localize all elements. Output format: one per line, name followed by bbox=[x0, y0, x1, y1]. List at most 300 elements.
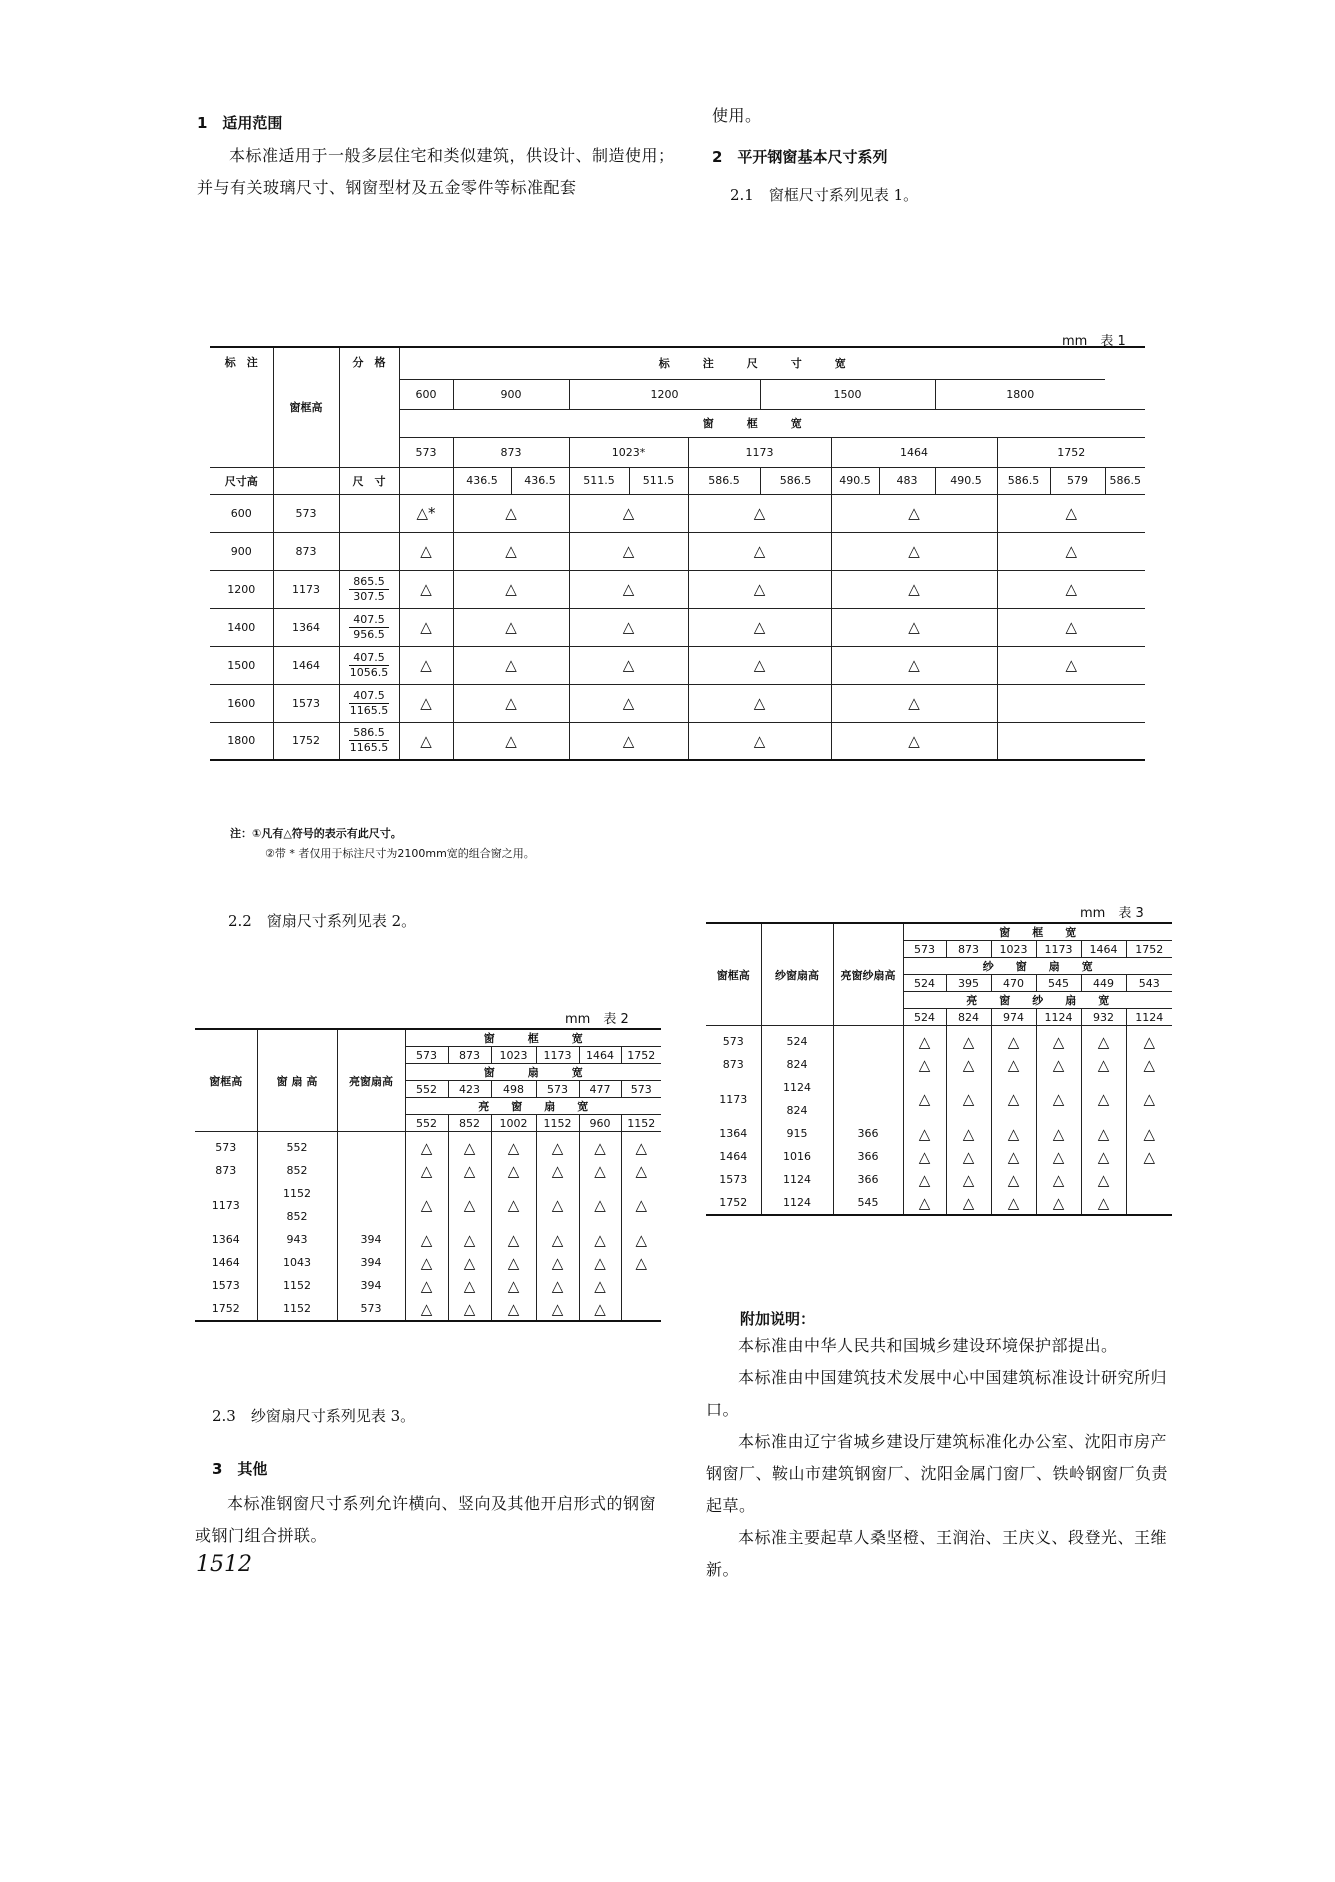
t1-division-bottom: 956.5 bbox=[353, 627, 385, 641]
t1-division-fraction bbox=[349, 613, 389, 642]
t1-division-width: 490.5 bbox=[935, 467, 997, 494]
t3-availability-mark bbox=[1126, 1191, 1172, 1215]
t3-head-frame-width: 窗 框 宽 bbox=[903, 923, 1172, 941]
t1-availability-mark: △ bbox=[688, 646, 831, 684]
t2-head-fw-value: 1752 bbox=[621, 1047, 661, 1064]
t1-availability-mark: △ bbox=[831, 570, 997, 608]
t3-row-sash-height-value: 824 bbox=[786, 1104, 808, 1117]
t3-availability-mark: △ bbox=[991, 1076, 1036, 1122]
t3-row-sash-height-value: 824 bbox=[786, 1058, 808, 1071]
t3-availability-mark: △ bbox=[1126, 1053, 1172, 1076]
addendum-paragraph-4: 本标准主要起草人桑坚橙、王润治、王庆义、段登光、王维新。 bbox=[706, 1528, 1168, 1579]
t3-head-fw-value: 1173 bbox=[1036, 941, 1081, 958]
t3-head-fw-value: 1464 bbox=[1081, 941, 1126, 958]
t2-availability-mark: △ bbox=[448, 1132, 491, 1160]
t1-availability-mark: △ bbox=[453, 532, 569, 570]
t1-availability-mark: △ bbox=[997, 646, 1145, 684]
t1-availability-mark: △ bbox=[997, 494, 1145, 532]
t2-row-sash-height-value: 1152 bbox=[283, 1187, 311, 1200]
section-1-continuation: 使用。 bbox=[712, 106, 762, 125]
t2-availability-mark: △ bbox=[405, 1228, 448, 1251]
t2-head-tw-value: 552 bbox=[405, 1115, 448, 1132]
t3-availability-mark: △ bbox=[1081, 1076, 1126, 1122]
t2-row-sash-height bbox=[257, 1228, 337, 1251]
t3-availability-mark: △ bbox=[1126, 1145, 1172, 1168]
t3-row-frame-height: 1364 bbox=[719, 1127, 748, 1140]
t3-availability-mark: △ bbox=[903, 1122, 946, 1145]
t1-head-frame-height: 窗框高 bbox=[273, 347, 339, 467]
t1-division-fraction bbox=[349, 575, 389, 604]
t2-row-sash-height bbox=[257, 1297, 337, 1321]
t1-division-width: 436.5 bbox=[511, 467, 569, 494]
t2-head-sash-width: 窗 扇 宽 bbox=[405, 1064, 661, 1081]
t3-availability-mark: △ bbox=[1126, 1122, 1172, 1145]
t1-head-nominal-width: 标 注 尺 寸 宽 bbox=[399, 347, 1105, 379]
t1-division-bottom: 1165.5 bbox=[349, 741, 389, 755]
t3-row-frame-height: 1464 bbox=[719, 1150, 748, 1163]
t1-row-frame-height: 573 bbox=[273, 494, 339, 532]
t2-availability-mark: △ bbox=[621, 1251, 661, 1274]
t2-availability-mark: △ bbox=[405, 1274, 448, 1297]
t2-availability-mark: △ bbox=[621, 1228, 661, 1251]
t1-availability-mark: △ bbox=[569, 494, 688, 532]
t2-availability-mark: △ bbox=[579, 1251, 621, 1274]
t2-row-sash-height bbox=[257, 1182, 337, 1228]
t2-row-sash-height bbox=[257, 1132, 337, 1160]
t1-nominal-width-1500: 1500 bbox=[760, 379, 935, 409]
t3-availability-mark: △ bbox=[1036, 1145, 1081, 1168]
t3-row-transom-height: 366 bbox=[833, 1122, 903, 1145]
t3-head-fw-value: 573 bbox=[903, 941, 946, 958]
t2-head-sw-value: 573 bbox=[621, 1081, 661, 1098]
addendum-paragraph-3: 本标准由辽宁省城乡建设厅建筑标准化办公室、沈阳市房产钢窗厂、鞍山市建筑钢窗厂、沈阳金属门窗厂、铁岭钢窗厂负责起草。 bbox=[706, 1432, 1169, 1515]
t3-head-frame-height: 窗框高 bbox=[716, 968, 750, 982]
t3-row-transom-height: 366 bbox=[833, 1168, 903, 1191]
t2-availability-mark: △ bbox=[536, 1228, 579, 1251]
t1-row-division bbox=[339, 608, 399, 646]
t1-availability-mark: △ bbox=[399, 684, 453, 722]
t1-availability-mark: △ bbox=[569, 570, 688, 608]
t1-availability-mark: △ bbox=[688, 494, 831, 532]
t2-availability-mark: △ bbox=[491, 1297, 536, 1321]
t1-row-nominal-height: 1800 bbox=[227, 734, 256, 748]
t2-availability-mark: △ bbox=[579, 1228, 621, 1251]
table3-unit-label: mm 表 3 bbox=[1080, 906, 1144, 921]
t2-availability-mark: △ bbox=[448, 1274, 491, 1297]
t1-availability-mark: △ bbox=[688, 722, 831, 760]
t3-row-sash-height bbox=[761, 1122, 833, 1145]
t2-row-frame-height: 1573 bbox=[211, 1279, 240, 1292]
t1-division-fraction bbox=[349, 689, 389, 718]
t1-division-width: 511.5 bbox=[569, 467, 629, 494]
t1-availability-mark: △ bbox=[453, 646, 569, 684]
t1-division-width: 436.5 bbox=[453, 467, 511, 494]
t3-availability-mark: △ bbox=[903, 1026, 946, 1054]
t2-head-tw-value: 1152 bbox=[621, 1115, 661, 1132]
t3-head-tw-value: 1124 bbox=[1036, 1009, 1081, 1026]
t1-head-nominal: 标 注 bbox=[224, 356, 258, 369]
t1-availability-mark: △ bbox=[831, 608, 997, 646]
t1-frame-width-1173: 1173 bbox=[688, 437, 831, 467]
t2-row-sash-height-value: 852 bbox=[286, 1210, 308, 1223]
t1-nominal-width-600: 600 bbox=[399, 379, 453, 409]
t1-availability-mark: △ bbox=[453, 608, 569, 646]
t2-row-frame-height: 573 bbox=[215, 1141, 237, 1154]
page-number: 1512 bbox=[196, 1552, 252, 1577]
t3-availability-mark: △ bbox=[1036, 1053, 1081, 1076]
t3-availability-mark: △ bbox=[946, 1191, 991, 1215]
t1-division-bottom: 1056.5 bbox=[349, 665, 389, 679]
t3-head-tw-value: 824 bbox=[946, 1009, 991, 1026]
t3-head-tw-value: 1124 bbox=[1126, 1009, 1172, 1026]
t3-head-sw-value: 524 bbox=[903, 975, 946, 992]
t3-row-transom-height bbox=[833, 1076, 903, 1122]
t1-availability-mark: △ bbox=[569, 608, 688, 646]
t2-head-fw-value: 1173 bbox=[536, 1047, 579, 1064]
t1-division-width: 490.5 bbox=[831, 467, 879, 494]
t2-head-frame-width: 窗 框 宽 bbox=[405, 1029, 661, 1047]
t3-availability-mark: △ bbox=[1081, 1053, 1126, 1076]
t3-head-fw-value: 1023 bbox=[991, 941, 1036, 958]
t3-availability-mark: △ bbox=[1036, 1122, 1081, 1145]
t1-row-division bbox=[339, 494, 399, 532]
t3-availability-mark: △ bbox=[1036, 1191, 1081, 1215]
t3-row-sash-height bbox=[761, 1191, 833, 1215]
t2-availability-mark bbox=[621, 1297, 661, 1321]
t2-head-sw-value: 573 bbox=[536, 1081, 579, 1098]
t3-row-transom-height bbox=[833, 1026, 903, 1054]
t3-row-sash-height bbox=[761, 1053, 833, 1076]
t1-empty-cell bbox=[273, 467, 339, 494]
t2-head-tw-value: 1152 bbox=[536, 1115, 579, 1132]
t1-division-fraction bbox=[349, 726, 389, 755]
t2-row-transom-height bbox=[337, 1132, 405, 1160]
t1-availability-mark: △ bbox=[453, 494, 569, 532]
t1-availability-mark: △ bbox=[688, 684, 831, 722]
t1-division-top: 407.5 bbox=[349, 689, 389, 704]
t1-division-width: 586.5 bbox=[1105, 467, 1145, 494]
t2-row-sash-height bbox=[257, 1274, 337, 1297]
t3-row-sash-height-value: 524 bbox=[786, 1035, 808, 1048]
t2-row-sash-height-value: 943 bbox=[286, 1233, 308, 1246]
section-2-2-text: 2.2 窗扇尺寸系列见表 2。 bbox=[228, 912, 417, 930]
t1-frame-width-1464: 1464 bbox=[831, 437, 997, 467]
t2-row-frame-height: 873 bbox=[215, 1164, 237, 1177]
t3-head-screen-width: 纱 窗 扇 宽 bbox=[903, 958, 1172, 975]
t3-head-tw-value: 932 bbox=[1081, 1009, 1126, 1026]
t1-division-top: 865.5 bbox=[349, 575, 389, 590]
t2-availability-mark: △ bbox=[405, 1297, 448, 1321]
t1-division-top: 407.5 bbox=[349, 651, 389, 666]
t3-availability-mark: △ bbox=[991, 1053, 1036, 1076]
t1-availability-mark bbox=[997, 722, 1145, 760]
t1-row-frame-height: 1364 bbox=[273, 608, 339, 646]
t2-row-sash-height bbox=[257, 1251, 337, 1274]
t2-row-sash-height bbox=[257, 1159, 337, 1182]
t1-division-width: 483 bbox=[879, 467, 935, 494]
table1-note-1: 注：①凡有△符号的表示有此尺寸。 bbox=[230, 827, 402, 840]
t1-row-frame-height: 873 bbox=[273, 532, 339, 570]
t3-row-sash-height-value: 1124 bbox=[783, 1173, 811, 1186]
t2-availability-mark: △ bbox=[536, 1132, 579, 1160]
t1-frame-width-1752: 1752 bbox=[997, 437, 1145, 467]
t3-head-transom-screen-width: 亮 窗 纱 扇 宽 bbox=[903, 992, 1172, 1009]
t3-availability-mark: △ bbox=[1126, 1076, 1172, 1122]
t1-availability-mark: △ bbox=[997, 608, 1145, 646]
t1-division-width: 586.5 bbox=[997, 467, 1050, 494]
t1-availability-mark: △ bbox=[453, 722, 569, 760]
t1-availability-mark: △ bbox=[688, 570, 831, 608]
t2-availability-mark: △ bbox=[579, 1182, 621, 1228]
t3-head-sw-value: 543 bbox=[1126, 975, 1172, 992]
t1-head-size: 尺 寸 bbox=[339, 467, 399, 494]
t3-availability-mark: △ bbox=[991, 1191, 1036, 1215]
t3-head-sw-value: 470 bbox=[991, 975, 1036, 992]
t3-row-sash-height-value: 915 bbox=[786, 1127, 808, 1140]
t2-availability-mark: △ bbox=[536, 1297, 579, 1321]
t3-head-fw-value: 1752 bbox=[1126, 941, 1172, 958]
t2-row-sash-height-value: 1152 bbox=[283, 1279, 311, 1292]
table-3 bbox=[706, 922, 1172, 1216]
t1-availability-mark: △* bbox=[399, 494, 453, 532]
t1-frame-width-873: 873 bbox=[453, 437, 569, 467]
t1-row-division bbox=[339, 722, 399, 760]
t1-division-width: 511.5 bbox=[629, 467, 688, 494]
t2-head-fw-value: 873 bbox=[448, 1047, 491, 1064]
t2-availability-mark: △ bbox=[536, 1159, 579, 1182]
t3-availability-mark: △ bbox=[946, 1145, 991, 1168]
section-1-text: 本标准适用于一般多层住宅和类似建筑，供设计、制造使用；并与有关玻璃尺寸、钢窗型材及五金零件等标准配套 bbox=[197, 146, 675, 197]
section-2-3-text: 2.3 纱窗扇尺寸系列见表 3。 bbox=[212, 1407, 416, 1425]
t2-availability-mark: △ bbox=[448, 1159, 491, 1182]
t1-availability-mark bbox=[997, 684, 1145, 722]
t3-availability-mark: △ bbox=[1081, 1145, 1126, 1168]
t2-availability-mark: △ bbox=[491, 1251, 536, 1274]
t1-division-bottom: 307.5 bbox=[353, 589, 385, 603]
section-2-1-text: 2.1 窗框尺寸系列见表 1。 bbox=[730, 186, 919, 204]
t3-availability-mark: △ bbox=[946, 1053, 991, 1076]
t2-availability-mark: △ bbox=[621, 1159, 661, 1182]
t1-frame-width-573: 573 bbox=[399, 437, 453, 467]
t3-head-sw-value: 395 bbox=[946, 975, 991, 992]
t2-head-sw-value: 552 bbox=[405, 1081, 448, 1098]
t2-row-frame-height: 1464 bbox=[211, 1256, 240, 1269]
t2-head-fw-value: 573 bbox=[405, 1047, 448, 1064]
t3-row-transom-height: 545 bbox=[833, 1191, 903, 1215]
t2-availability-mark: △ bbox=[491, 1132, 536, 1160]
t2-row-transom-height: 394 bbox=[337, 1251, 405, 1274]
t2-availability-mark: △ bbox=[536, 1251, 579, 1274]
t2-availability-mark: △ bbox=[405, 1132, 448, 1160]
t3-availability-mark: △ bbox=[903, 1053, 946, 1076]
t2-availability-mark: △ bbox=[579, 1274, 621, 1297]
t1-head-division: 分 格 bbox=[339, 347, 399, 467]
t2-head-tw-value: 960 bbox=[579, 1115, 621, 1132]
t3-head-fw-value: 873 bbox=[946, 941, 991, 958]
t1-row-nominal-height: 900 bbox=[230, 544, 252, 558]
section-2-heading: 2 平开钢窗基本尺寸系列 bbox=[712, 148, 888, 166]
t1-division-width: 579 bbox=[1050, 467, 1105, 494]
t1-availability-mark: △ bbox=[997, 570, 1145, 608]
t1-row-nominal-height: 1500 bbox=[227, 658, 256, 672]
t3-availability-mark: △ bbox=[946, 1026, 991, 1054]
t3-availability-mark: △ bbox=[1126, 1026, 1172, 1054]
t1-division-top: 407.5 bbox=[349, 613, 389, 628]
t3-availability-mark: △ bbox=[991, 1122, 1036, 1145]
t2-row-frame-height: 1752 bbox=[211, 1302, 240, 1315]
t2-availability-mark: △ bbox=[491, 1228, 536, 1251]
t3-row-frame-height: 1752 bbox=[719, 1196, 748, 1209]
t3-row-transom-height: 366 bbox=[833, 1145, 903, 1168]
t2-head-tw-value: 852 bbox=[448, 1115, 491, 1132]
t1-division-width: 586.5 bbox=[760, 467, 831, 494]
t1-availability-mark: △ bbox=[831, 646, 997, 684]
t3-availability-mark: △ bbox=[991, 1145, 1036, 1168]
t3-row-frame-height: 873 bbox=[722, 1058, 744, 1071]
t2-row-transom-height: 573 bbox=[337, 1297, 405, 1321]
t1-row-frame-height: 1573 bbox=[273, 684, 339, 722]
t3-availability-mark: △ bbox=[1081, 1122, 1126, 1145]
addendum-paragraph-2: 本标准由中国建筑技术发展中心中国建筑标准设计研究所归口。 bbox=[706, 1368, 1168, 1419]
t3-availability-mark: △ bbox=[1036, 1076, 1081, 1122]
t2-row-sash-height-value: 552 bbox=[286, 1141, 308, 1154]
t3-availability-mark: △ bbox=[903, 1168, 946, 1191]
t3-head-sw-value: 545 bbox=[1036, 975, 1081, 992]
t1-availability-mark: △ bbox=[569, 722, 688, 760]
t2-head-fw-value: 1023 bbox=[491, 1047, 536, 1064]
t2-availability-mark: △ bbox=[491, 1159, 536, 1182]
t3-row-sash-height-value: 1124 bbox=[783, 1196, 811, 1209]
t1-availability-mark: △ bbox=[453, 570, 569, 608]
t3-availability-mark: △ bbox=[946, 1076, 991, 1122]
t3-row-frame-height: 573 bbox=[722, 1035, 744, 1048]
t1-availability-mark: △ bbox=[831, 722, 997, 760]
t1-availability-mark: △ bbox=[831, 494, 997, 532]
t3-availability-mark: △ bbox=[946, 1122, 991, 1145]
t3-row-sash-height-value: 1016 bbox=[783, 1150, 811, 1163]
t3-availability-mark: △ bbox=[991, 1026, 1036, 1054]
t1-row-frame-height: 1752 bbox=[273, 722, 339, 760]
t2-availability-mark: △ bbox=[536, 1274, 579, 1297]
t2-head-sash-height: 窗 扇 高 bbox=[257, 1029, 337, 1132]
t1-availability-mark: △ bbox=[997, 532, 1145, 570]
t3-row-sash-height bbox=[761, 1168, 833, 1191]
section-1-heading: 1 适用范围 bbox=[197, 114, 283, 132]
t1-row-nominal-height: 1600 bbox=[227, 696, 256, 710]
section-3-heading: 3 其他 bbox=[212, 1460, 268, 1478]
t1-row-division bbox=[339, 532, 399, 570]
t1-head-frame-width: 窗 框 宽 bbox=[399, 409, 1105, 437]
t2-row-frame-height: 1364 bbox=[211, 1233, 240, 1246]
addendum-heading: 附加说明： bbox=[740, 1310, 816, 1328]
t1-division-bottom: 1165.5 bbox=[349, 703, 389, 717]
t1-availability-mark: △ bbox=[399, 570, 453, 608]
t3-row-sash-height bbox=[761, 1145, 833, 1168]
t2-head-sw-value: 498 bbox=[491, 1081, 536, 1098]
t3-availability-mark: △ bbox=[1081, 1026, 1126, 1054]
t2-availability-mark: △ bbox=[405, 1159, 448, 1182]
t2-head-fw-value: 1464 bbox=[579, 1047, 621, 1064]
t2-head-sw-value: 477 bbox=[579, 1081, 621, 1098]
t2-head-transom-height: 亮窗扇高 bbox=[337, 1029, 405, 1132]
t1-availability-mark: △ bbox=[688, 532, 831, 570]
t1-division-fraction bbox=[349, 651, 389, 680]
t1-row-nominal-height: 600 bbox=[230, 506, 252, 520]
t1-nominal-width-900: 900 bbox=[453, 379, 569, 409]
t2-head-transom-width: 亮 窗 扇 宽 bbox=[405, 1098, 661, 1115]
t2-availability-mark: △ bbox=[579, 1297, 621, 1321]
t3-head-sw-value: 449 bbox=[1081, 975, 1126, 992]
t3-head-screen-height: 纱窗扇高 bbox=[761, 923, 833, 1026]
t1-row-nominal-height: 1400 bbox=[227, 620, 256, 634]
t1-availability-mark: △ bbox=[831, 532, 997, 570]
t1-row-division bbox=[339, 646, 399, 684]
t1-empty-cell bbox=[399, 467, 453, 494]
t2-row-sash-height-value: 852 bbox=[286, 1164, 308, 1177]
t3-availability-mark: △ bbox=[903, 1191, 946, 1215]
t1-availability-mark: △ bbox=[831, 684, 997, 722]
t3-row-sash-height bbox=[761, 1026, 833, 1054]
t2-availability-mark: △ bbox=[491, 1274, 536, 1297]
t3-availability-mark: △ bbox=[991, 1168, 1036, 1191]
t2-head-sw-value: 423 bbox=[448, 1081, 491, 1098]
addendum-paragraph-1: 本标准由中华人民共和国城乡建设环境保护部提出。 bbox=[738, 1336, 1118, 1355]
t1-availability-mark: △ bbox=[569, 684, 688, 722]
t1-availability-mark: △ bbox=[453, 684, 569, 722]
t2-head-frame-height: 窗框高 bbox=[209, 1074, 243, 1088]
t2-availability-mark: △ bbox=[448, 1297, 491, 1321]
t1-head-size-height: 尺寸高 bbox=[224, 474, 258, 488]
t2-availability-mark: △ bbox=[621, 1132, 661, 1160]
t2-availability-mark bbox=[621, 1274, 661, 1297]
t1-availability-mark: △ bbox=[399, 532, 453, 570]
t2-availability-mark: △ bbox=[448, 1182, 491, 1228]
t2-row-transom-height: 394 bbox=[337, 1274, 405, 1297]
t1-availability-mark: △ bbox=[569, 646, 688, 684]
t1-frame-width-1023: 1023* bbox=[569, 437, 688, 467]
t3-availability-mark: △ bbox=[1081, 1191, 1126, 1215]
t1-availability-mark: △ bbox=[688, 608, 831, 646]
table1-note-2: ②带 * 者仅用于标注尺寸为2100mm宽的组合窗之用。 bbox=[265, 847, 535, 860]
t3-head-transom-screen-height: 亮窗纱扇高 bbox=[833, 923, 903, 1026]
t3-row-transom-height bbox=[833, 1053, 903, 1076]
table1-unit-label: mm 表 1 bbox=[1062, 334, 1126, 349]
t2-row-transom-height bbox=[337, 1159, 405, 1182]
t2-availability-mark: △ bbox=[579, 1132, 621, 1160]
t3-head-tw-value: 524 bbox=[903, 1009, 946, 1026]
t2-row-frame-height: 1173 bbox=[211, 1198, 240, 1212]
table-1 bbox=[210, 346, 1145, 761]
t1-row-frame-height: 1464 bbox=[273, 646, 339, 684]
t1-availability-mark: △ bbox=[399, 608, 453, 646]
t1-division-width: 586.5 bbox=[688, 467, 760, 494]
t2-availability-mark: △ bbox=[491, 1182, 536, 1228]
t2-row-sash-height-value: 1152 bbox=[283, 1302, 311, 1315]
t3-availability-mark: △ bbox=[946, 1168, 991, 1191]
t1-row-division bbox=[339, 570, 399, 608]
table-2 bbox=[195, 1028, 661, 1322]
t3-availability-mark: △ bbox=[1081, 1168, 1126, 1191]
section-3-text: 本标准钢窗尺寸系列允许横向、竖向及其他开启形式的钢窗或钢门组合拼联。 bbox=[195, 1494, 657, 1545]
t2-row-transom-height bbox=[337, 1182, 405, 1228]
t3-availability-mark: △ bbox=[1036, 1026, 1081, 1054]
t1-division-top: 586.5 bbox=[349, 726, 389, 741]
t1-nominal-width-1200: 1200 bbox=[569, 379, 760, 409]
t2-availability-mark: △ bbox=[448, 1251, 491, 1274]
t3-row-sash-height-value: 1124 bbox=[783, 1081, 811, 1094]
t2-availability-mark: △ bbox=[405, 1182, 448, 1228]
t2-row-transom-height: 394 bbox=[337, 1228, 405, 1251]
